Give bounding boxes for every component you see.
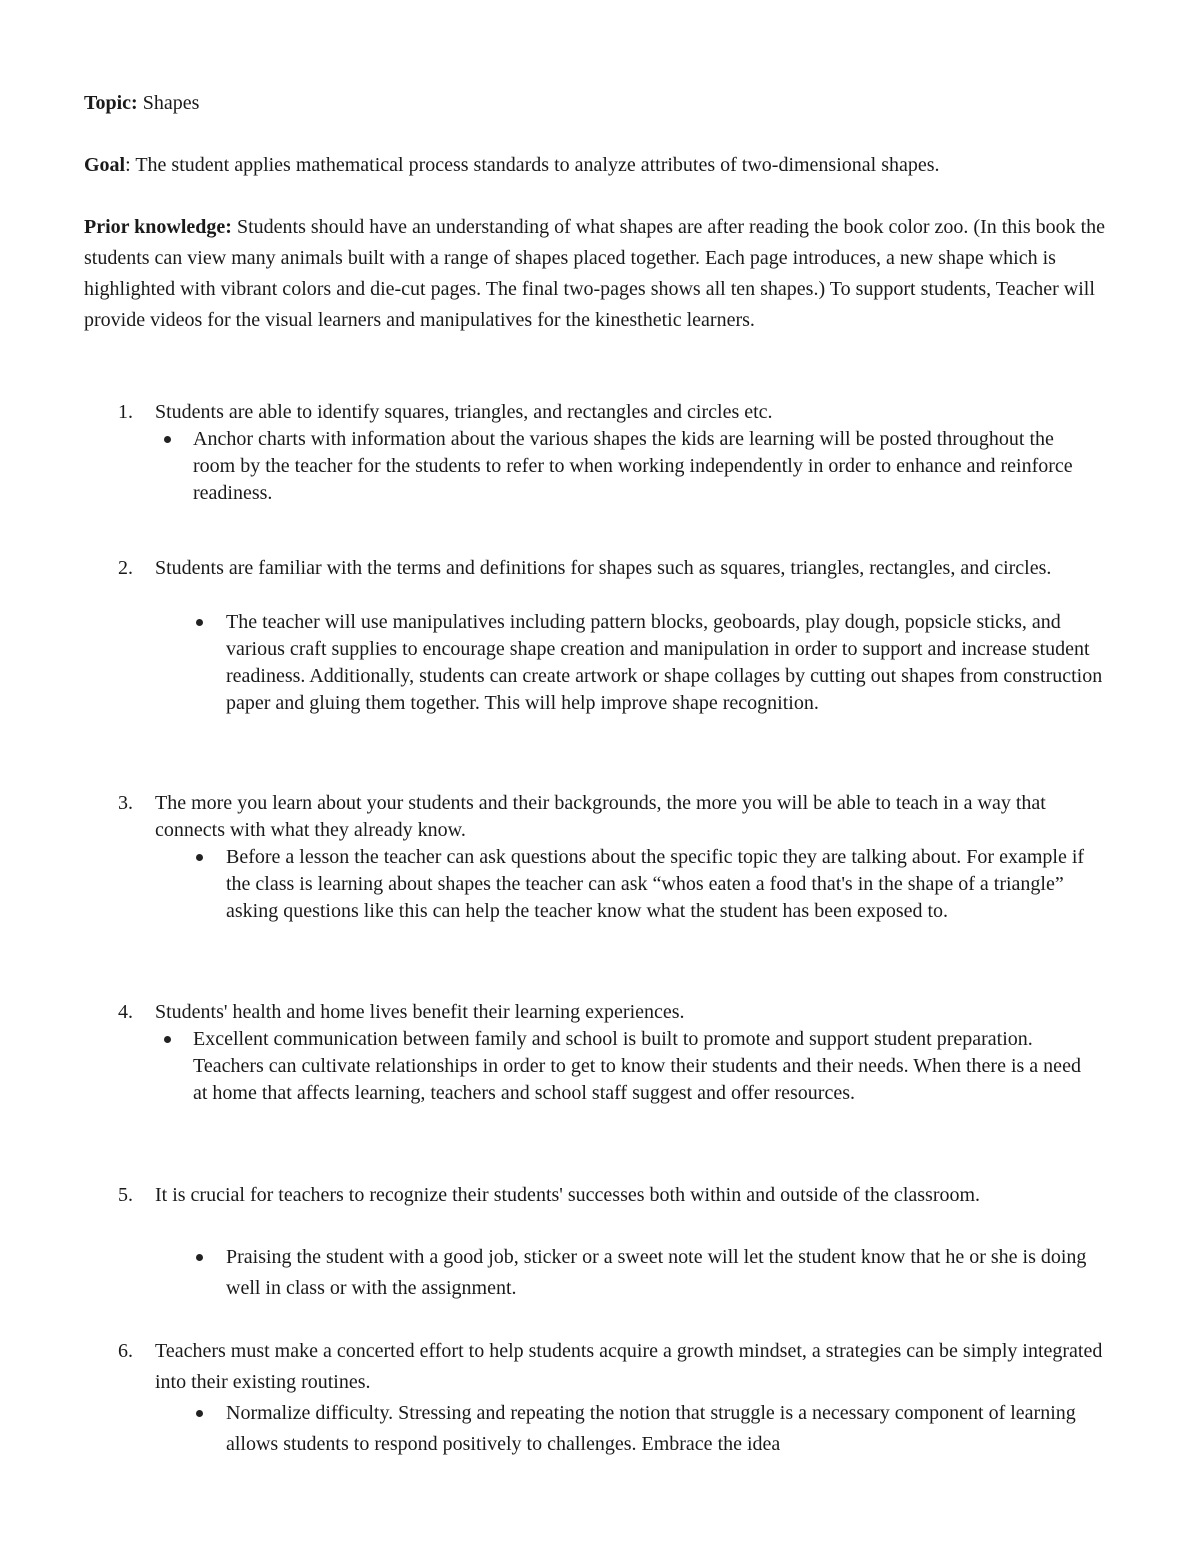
- bullet-text: Praising the student with a good job, sticker or a sweet note will let the student know that he or she is doing well in class or with the assignment.: [226, 1246, 1087, 1299]
- list-item-text: It is crucial for teachers to recognize their students' successes both within and outside of the classroom.: [155, 1184, 981, 1206]
- bullet-text: Before a lesson the teacher can ask questions about the specific topic they are talking about. For example if the class is learning about shapes the teacher can ask “whos eaten a food that's in the shape of a triangle” asking questions like this can help the teacher know what the student has been exposed to.: [226, 846, 1085, 922]
- list-item-number: 3.: [118, 792, 133, 814]
- bullet-icon: [196, 1254, 203, 1261]
- list-item-text: Students' health and home lives benefit their learning experiences.: [155, 1001, 685, 1023]
- list-item-number: 6.: [118, 1340, 133, 1362]
- bullet-icon: [196, 1410, 203, 1417]
- bullet-text: The teacher will use manipulatives including pattern blocks, geoboards, play dough, popsicle sticks, and various craft supplies to encourage shape creation and manipulation in order to support and increase student readiness. Additionally, students can create artwork or shape collages by cutting out shapes from construction paper and gluing them together. This will help improve shape recognition.: [226, 611, 1103, 714]
- list-item-text: Teachers must make a concerted effort to help students acquire a growth mindset, a strategies can be simply integrated into their existing routines.: [155, 1340, 1103, 1393]
- bullet-icon: [164, 436, 171, 443]
- goal-value: : The student applies mathematical process standards to analyze attributes of two-dimensional shapes.: [125, 154, 940, 176]
- topic-line: [84, 88, 1124, 119]
- goal-line: [84, 150, 1124, 181]
- list-item-number: 1.: [118, 401, 133, 423]
- list-item-text: Students are familiar with the terms and definitions for shapes such as squares, triangles, rectangles, and circles.: [155, 557, 1052, 579]
- bullet-icon: [196, 854, 203, 861]
- goal-label: Goal: [84, 154, 126, 176]
- prior-knowledge-label: Prior knowledge:: [84, 216, 232, 238]
- bullet-text: Excellent communication between family and school is built to promote and support student preparation. Teachers can cultivate relationships in order to get to know their students and their needs. When there is a need at home that affects learning, teachers and school staff suggest and offer resources.: [193, 1028, 1081, 1104]
- prior-knowledge-paragraph: [84, 212, 1124, 336]
- prior-knowledge-text: Students should have an understanding of what shapes are after reading the book color zoo. (In this book the students can view many animals built with a range of shapes placed together. Each page introduces, a new shape which is highlighted with vibrant colors and die-cut pages. The final two-pages shows all ten shapes.) To support students, Teacher will provide videos for the visual learners and manipulatives for the kinesthetic learners.: [84, 216, 1106, 331]
- topic-label: Topic:: [84, 92, 138, 114]
- list-item-text: The more you learn about your students and their backgrounds, the more you will be able to teach in a way that connects with what they already know.: [155, 792, 1046, 841]
- bullet-icon: [164, 1036, 171, 1043]
- list-item-number: 2.: [118, 557, 133, 579]
- list-item-number: 5.: [118, 1184, 133, 1206]
- list-item-text: Students are able to identify squares, triangles, and rectangles and circles etc.: [155, 401, 773, 423]
- bullet-icon: [196, 619, 203, 626]
- topic-value: Shapes: [137, 92, 200, 114]
- bullet-text: Normalize difficulty. Stressing and repeating the notion that struggle is a necessary component of learning allows students to respond positively to challenges. Embrace the idea: [226, 1402, 1076, 1455]
- list-item-number: 4.: [118, 1001, 133, 1023]
- bullet-text: Anchor charts with information about the various shapes the kids are learning will be posted throughout the room by the teacher for the students to refer to when working independently in order to enhance and reinforce readiness.: [193, 428, 1073, 504]
